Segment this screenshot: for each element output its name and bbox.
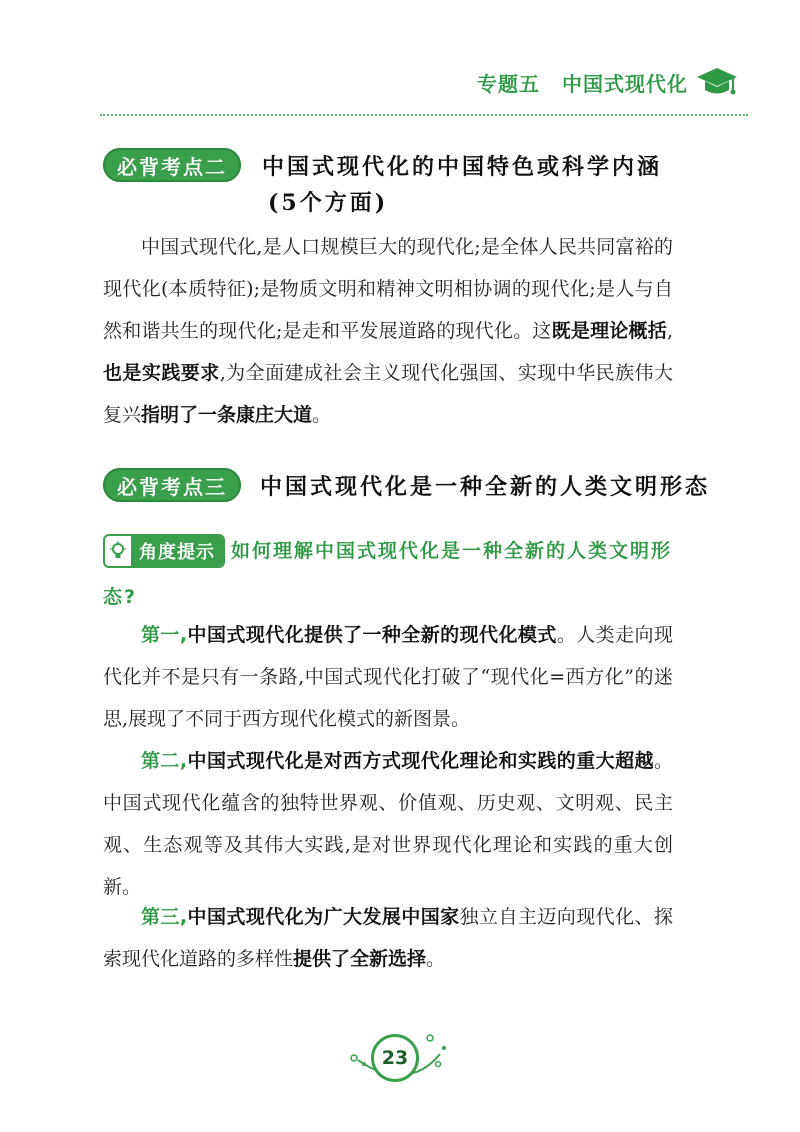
paragraph-text: , bbox=[666, 320, 673, 342]
section-3-title: 中国式现代化是一种全新的人类文明形态 bbox=[260, 474, 711, 500]
point-text: 。人类走向现代化并不是只有一条路,中国式现代化打破了“现代化=西方化”的迷思,展现了不同于西方现代化模式的新图景。 bbox=[103, 624, 673, 730]
point-2 bbox=[103, 740, 673, 908]
header-divider bbox=[100, 114, 748, 116]
graduation-cap-icon bbox=[696, 66, 738, 98]
header-topic bbox=[477, 68, 688, 97]
paragraph-text: 。 bbox=[312, 404, 332, 426]
section-2-title-line1: 中国式现代化的中国特色或科学内涵 bbox=[262, 154, 663, 180]
emphasis-text: 指明了一条康庄大道 bbox=[141, 404, 313, 426]
section-badge-2: 必背考点二 bbox=[103, 148, 241, 182]
hint-question: 如何理解中国式现代化是一种全新的人类文明形态? bbox=[103, 540, 673, 608]
section-badge-3: 必背考点三 bbox=[103, 468, 241, 502]
section-2-title-line2: (5个方面) bbox=[268, 190, 389, 216]
paragraph-text: 中国式现代化,是人口规模巨大的现代化;是全体人民共同富裕的现代化(本质特征);是物质文明和精神文明相协调的现代化;是人与自然和谐共生的现代化;是走和平发展道路的现代化。这 bbox=[103, 236, 673, 342]
point-text: 。 bbox=[426, 948, 446, 970]
point-1 bbox=[103, 614, 673, 740]
point-lead: 第一, bbox=[141, 624, 188, 646]
page-number: 23 bbox=[371, 1034, 419, 1082]
point-emphasis: 中国式现代化提供了一种全新的现代化模式 bbox=[187, 624, 557, 646]
point-lead: 第三, bbox=[141, 906, 188, 928]
point-text: 独立自主迈向现代化、探索现代化道路的多样性 bbox=[103, 906, 673, 970]
point-3 bbox=[103, 896, 673, 980]
point-text: 。中国式现代化蕴含的独特世界观、价值观、历史观、文明观、民主观、生态观等及其伟大实践,是对世界现代化理论和实践的重大创新。 bbox=[103, 750, 673, 898]
hint-badge bbox=[103, 534, 225, 568]
point-lead: 第二, bbox=[141, 750, 188, 772]
emphasis-text: 也是实践要求 bbox=[103, 362, 220, 384]
running-header bbox=[477, 66, 738, 98]
header-topic-name: 中国式现代化 bbox=[562, 71, 688, 96]
point-emphasis: 提供了全新选择 bbox=[293, 948, 427, 970]
point-emphasis: 中国式现代化是对西方式现代化理论和实践的重大超越 bbox=[187, 750, 654, 772]
lightbulb-icon bbox=[105, 538, 131, 564]
section-2-paragraph bbox=[103, 226, 673, 436]
header-topic-number: 专题五 bbox=[477, 71, 540, 96]
point-emphasis: 中国式现代化为广大发展中国家 bbox=[187, 906, 460, 928]
hint-label: 角度提示 bbox=[131, 536, 223, 566]
emphasis-text: 既是理论概括 bbox=[551, 320, 667, 342]
paragraph-text: ,为全面建成社会主义现代化强国、实现中华民族伟大复兴 bbox=[103, 362, 673, 426]
